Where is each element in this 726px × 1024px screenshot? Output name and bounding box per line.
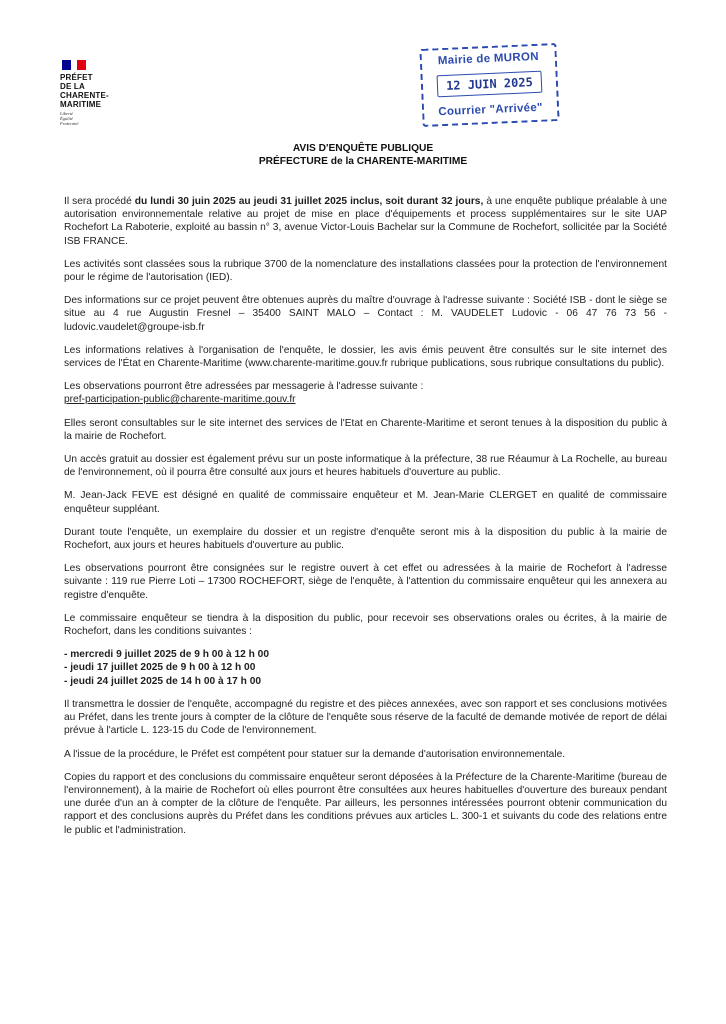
paragraph-commissioner: M. Jean-Jack FEVE est désigné en qualité de commissaire enquêteur et M. Jean-Marie CLERGET en qualité de commissaire enquêteur suppléant. — [64, 490, 667, 515]
paragraph-contact: Des informations sur ce projet peuvent être obtenues auprès du maître d'ouvrage à l'adresse suivante : Société ISB - dont le siège se situe au 4 rue Augustin Fresnel – 35400 SAINT MALO – Contact : M. VAUDELET Ludovic - 06 47 76 73 56 - ludovic.vaudelet@groupe-isb.fr — [64, 295, 667, 333]
paragraph-decision: A l'issue de la procédure, le Préfet est compétent pour statuer sur la demande d'autorisation environnementale. — [64, 748, 566, 760]
stamp-date: 12 JUIN 2025 — [437, 71, 543, 98]
logo-title-line: PRÉFET — [60, 73, 93, 82]
participation-email-link[interactable]: pref-participation-public@charente-maritime.gouv.fr — [64, 394, 296, 406]
text-fragment: à une enquête publique préalable à une autorisation environnementale relative au projet de mise en place d'équipements et process supplémentaires sur le site UAP Rochefort La Raboterie, exploité au bassin n° 3, avenue Victor-Louis Bachelar sur la Commune de Rochefort, sollicitée par la Société ISB FRANCE. — [64, 196, 668, 247]
motto-line: Liberté — [60, 111, 73, 116]
paragraph-observations: Les observations pourront être consignées sur le registre ouvert à cet effet ou adressées à la mairie de Rochefort à l'adresse suivante : 119 rue Pierre Loti – 17300 ROCHEFORT, siège de l'enquête, à l'attention du commissaire enquêteur qui les annexera au registre d'enquête. — [64, 563, 667, 601]
text-fragment: Les observations pourront être adressées par messagerie à l'adresse suivante : — [64, 381, 424, 393]
stamp-courrier: Courrier "Arrivée" — [438, 101, 544, 119]
paragraph-email — [64, 380, 667, 406]
paragraph-report: Il transmettra le dossier de l'enquête, accompagné du registre et des pièces annexées, avec son rapport et ses conclusions motivées au Préfet, dans les trente jours à compter de la clôture de l'enquête sous réserve de la faculté de demande motivée de report de délai prévue à l'article L. 123-15 du Code de l'environnement. — [64, 698, 667, 737]
logo-title — [60, 73, 140, 109]
paragraph-free-access: Un accès gratuit au dossier est également prévu sur un poste informatique à la préfecture, 38 rue Réaumur à La Rochelle, au bureau de l'environnement, où il pourra être consulté aux jours et heures habituels d'ouverture au public. — [64, 454, 667, 479]
bold-dates: du lundi 30 juin 2025 au jeudi 31 juillet 2025 inclus, soit durant 32 jours, — [134, 196, 484, 207]
list-item: - jeudi 24 juillet 2025 de 14 h 00 à 17 h 00 — [64, 675, 262, 687]
notice-body — [64, 195, 667, 847]
logo-title-line: CHARENTE- — [60, 91, 109, 100]
paragraph-register: Durant toute l'enquête, un exemplaire du dossier et un registre d'enquête seront mis à la disposition du public à la mairie de Rochefort, aux jours et heures habituels d'ouverture au public. — [64, 526, 667, 552]
document-title: AVIS D'ENQUÊTE PUBLIQUE — [292, 143, 434, 154]
document-subtitle: PRÉFECTURE de la CHARENTE-MARITIME — [258, 156, 468, 167]
prefecture-logo — [60, 60, 140, 126]
paragraph-website: Les informations relatives à l'organisation de l'enquête, le dossier, les avis émis peuvent être consultés sur le site internet des services de l'État en Charente-Maritime (www.charente-maritime.gouv.fr rubrique publications, sous rubrique consultations du public). — [64, 344, 667, 370]
marianne-flag-icon — [62, 60, 86, 70]
motto-line: Égalité — [60, 116, 73, 121]
permanence-list — [64, 648, 667, 688]
paragraph-classification: Les activités sont classées sous la rubrique 3700 de la nomenclature des installations classées pour la protection de l'environnement pour le régime de l'autorisation (IED). — [64, 258, 667, 284]
stamp-mairie: Mairie de MURON — [437, 50, 540, 68]
list-item: - jeudi 17 juillet 2025 de 9 h 00 à 12 h 00 — [64, 662, 256, 674]
paragraph-permanence-intro: Le commissaire enquêteur se tiendra à la disposition du public, pour recevoir ses observations orales ou écrites, à la mairie de Rochefort, dans les conditions suivantes : — [64, 612, 667, 638]
logo-motto — [60, 111, 140, 126]
motto-line: Fraternité — [60, 121, 79, 126]
logo-title-line: DE LA — [60, 82, 85, 91]
arrival-stamp — [419, 43, 559, 127]
logo-title-line: MARITIME — [60, 100, 102, 109]
text-fragment: Il sera procédé — [64, 196, 135, 207]
paragraph-copies: Copies du rapport et des conclusions du commissaire enquêteur seront déposées à la Préfecture de la Charente-Maritime (bureau de l'environnement), à la mairie de Rochefort où elles pourront être consultées aux heures habituelles d'ouverture des bureaux pendant une durée d'un an à compter de la clôture de l'enquête. Par ailleurs, les personnes intéressées pourront obtenir communication du rapport et des conclusions auprès du Préfet dans les conditions prévues aux articles L. 300-1 et suivants du code des relations entre le public et l'administration. — [64, 771, 667, 836]
paragraph-dates — [64, 195, 667, 248]
list-item: - mercredi 9 juillet 2025 de 9 h 00 à 12 h 00 — [64, 649, 269, 661]
paragraph-consultation: Elles seront consultables sur le site internet des services de l'Etat en Charente-Maritime et seront tenues à la disposition du public à la mairie de Rochefort. — [64, 417, 667, 442]
